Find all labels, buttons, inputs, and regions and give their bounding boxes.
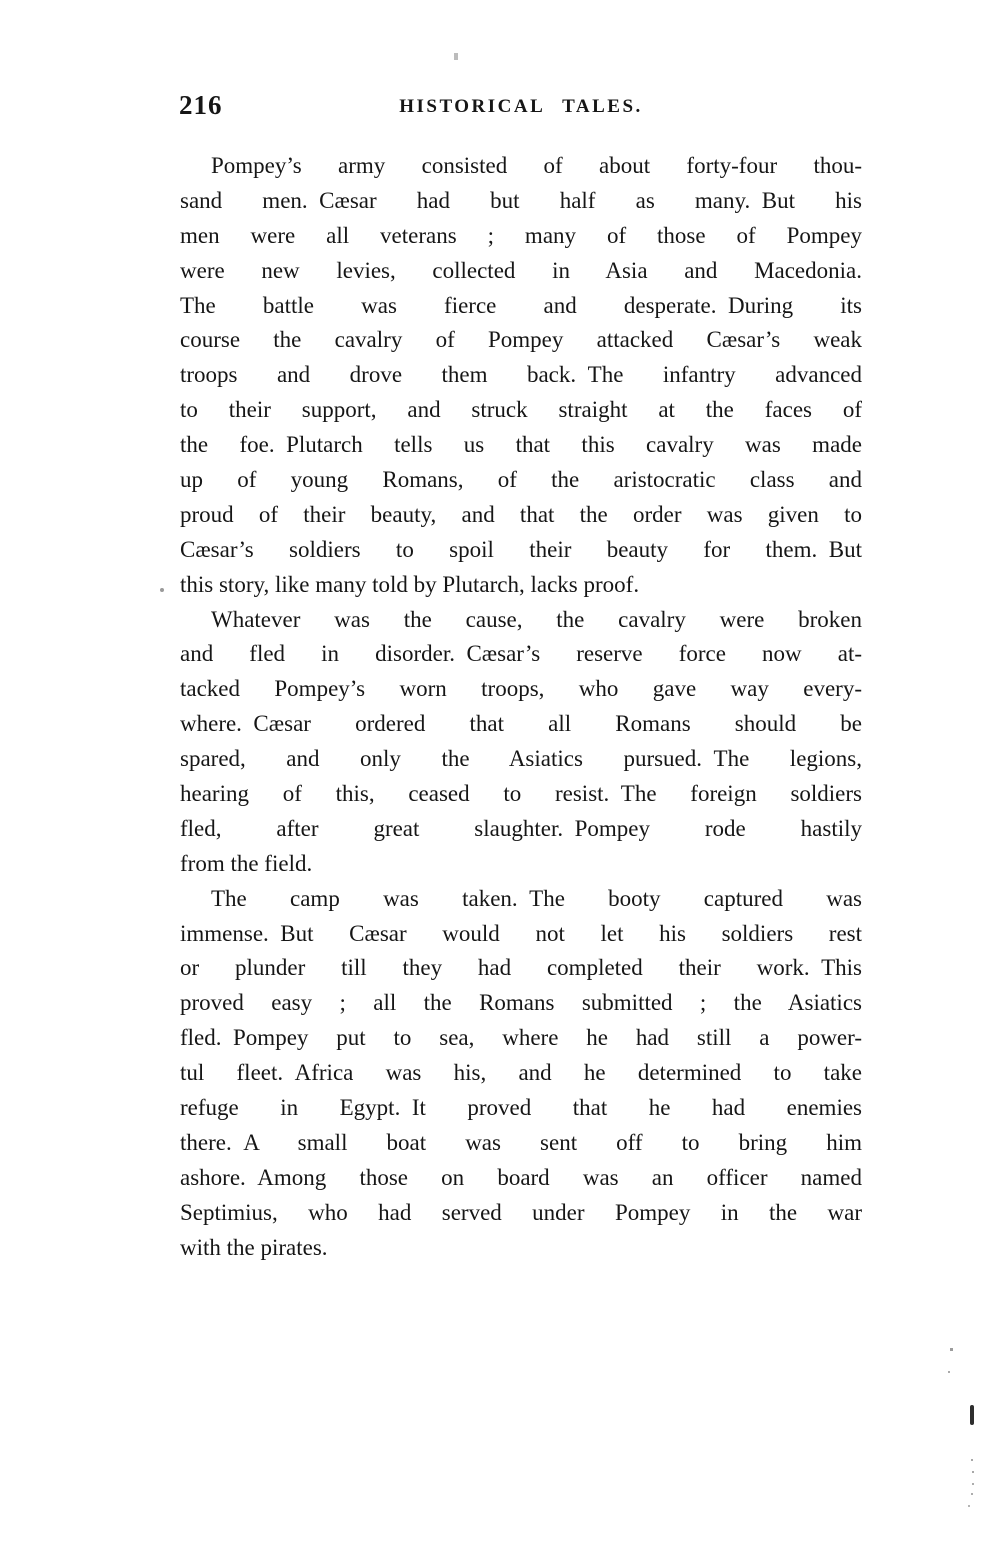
text-line: The battle was fierce and desperate. During its — [180, 292, 862, 318]
text-line: Septimius, who had served under Pompey in the war — [180, 1199, 862, 1225]
paragraph — [180, 149, 862, 603]
text-line: and fled in disorder. Cæsar’s reserve force now at- — [180, 641, 862, 667]
text-line: there. A small boat was sent off to bring him — [180, 1129, 862, 1155]
text-line: Whatever was the cause, the cavalry were broken — [211, 606, 862, 632]
text-line: tul fleet. Africa was his, and he determined to take — [180, 1060, 862, 1086]
paragraph — [180, 603, 862, 882]
text-line: from the field. — [180, 850, 313, 876]
text-line: were new levies, collected in Asia and Macedonia. — [180, 257, 862, 283]
text-line: spared, and only the Asiatics pursued. The legions, — [180, 746, 862, 772]
scan-artifact — [968, 1505, 970, 1507]
text-line: this story, like many told by Plutarch, lacks proof. — [180, 571, 640, 597]
text-line: troops and drove them back. The infantry advanced — [180, 362, 862, 388]
text-line: fled, after great slaughter. Pompey rode hastily — [180, 815, 862, 841]
text-line: refuge in Egypt. It proved that he had enemies — [180, 1095, 862, 1121]
scan-artifact — [972, 1471, 974, 1473]
text-line: fled. Pompey put to sea, where he had still a power- — [180, 1025, 862, 1051]
text-line: proud of their beauty, and that the order was given to — [180, 501, 862, 527]
text-line: men were all veterans ; many of those of Pompey — [180, 222, 862, 248]
text-line: course the cavalry of Pompey attacked Cæsar’s weak — [180, 327, 862, 353]
scan-artifact — [950, 1348, 953, 1351]
text-line: where. Cæsar ordered that all Romans should be — [180, 711, 862, 737]
text-line: with the pirates. — [180, 1234, 328, 1260]
text-block — [180, 149, 862, 1266]
text-line: proved easy ; all the Romans submitted ; the Asiatics — [180, 990, 862, 1016]
text-line: immense. But Cæsar would not let his soldiers rest — [180, 920, 862, 946]
page-number: 216 — [179, 90, 223, 120]
scan-artifact — [971, 1493, 973, 1495]
scan-artifact — [160, 588, 164, 592]
scan-artifact — [971, 1459, 973, 1461]
running-head: HISTORICAL TALES. — [399, 96, 643, 117]
text-line: The camp was taken. The booty captured was — [211, 885, 862, 911]
text-line: Cæsar’s soldiers to spoil their beauty for them. But — [180, 536, 862, 562]
text-line: hearing of this, ceased to resist. The foreign soldiers — [180, 781, 862, 807]
text-line: up of young Romans, of the aristocratic class and — [180, 467, 862, 493]
text-line: Pompey’s army consisted of about forty-four thou- — [211, 153, 862, 178]
scan-artifact — [454, 53, 458, 60]
text-line: ashore. Among those on board was an officer named — [180, 1164, 862, 1190]
scan-artifact — [972, 1483, 974, 1485]
scan-artifact — [970, 1405, 974, 1425]
text-line: sand men. Cæsar had but half as many. But his — [180, 187, 862, 213]
text-line: the foe. Plutarch tells us that this cavalry was made — [180, 432, 862, 458]
paragraph — [180, 882, 862, 1266]
text-line: tacked Pompey’s worn troops, who gave way every- — [180, 676, 862, 702]
scan-artifact — [948, 1371, 950, 1373]
text-line: or plunder till they had completed their work. This — [180, 955, 862, 981]
text-line: to their support, and struck straight at the faces of — [180, 397, 862, 423]
